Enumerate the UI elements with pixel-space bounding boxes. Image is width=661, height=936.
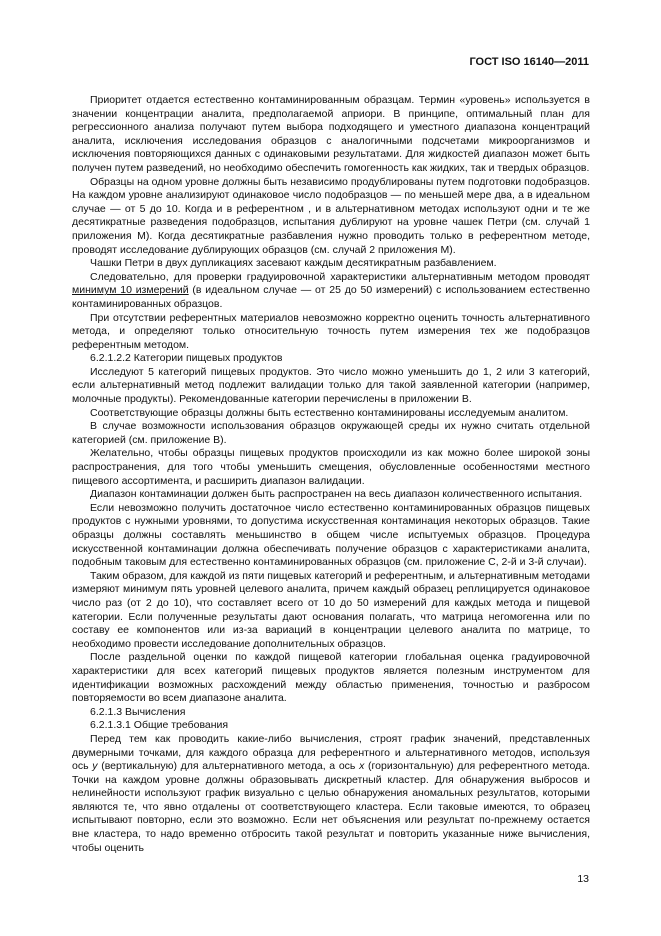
document-body	[72, 94, 590, 855]
plot-text-b: (вертикальную) для альтернативного метода, а ось	[97, 760, 360, 773]
paragraph-subsamples: Образцы на одном уровне должны быть независимо продублированы путем подготовки подобразцов. На каждом уровне анализируют одинаковое число подобразцов — по меньшей мере два, а в идеальном случае — от 5 до 10. Когда и в референтном , и в альтернативном методах используют одни и те же десятикратные разведения подобразцов, испытания дублируют на уровне чашек Петри (см. случай 1 приложения М). Когда десятикратные разбавления нужно проводить только в референтном методе, проводят исследование дублирующих образцов (см. случай 2 приложения М).	[72, 175, 590, 256]
validation-text-after: (в идеальном случае — от 25 до 50 измерений) с использованием естественно контаминированных образцов.	[72, 284, 590, 310]
validation-text-before: Следовательно, для проверки градуировочной характеристики альтернативным методом проводят	[90, 270, 590, 283]
paragraph-five-categories: Исследуют 5 категорий пищевых продуктов. Это число можно уменьшить до 1, 2 или 3 категорий, если альтернативный метод подлежит валидации только для такой заявленной категории (например, молочные продукты). Рекомендованные категории перечислены в приложении В.	[72, 365, 590, 406]
paragraph-reference-materials: При отсутствии референтных материалов невозможно корректно оценить точность альтернативного метода, и определяют только относительную точность путем измерения тех же подобразцов референтным методом.	[72, 311, 590, 351]
paragraph-natural-contamination: Соответствующие образцы должны быть естественно контаминированы исследуемым аналитом.	[90, 406, 569, 419]
plot-text-c: (горизонтальную) для референтного метода. Точки на каждом уровне должны образовывать дискретный кластер. Для обнаружения выбросов и нелинейности используют график визуально с целью обнаружения аномальных результатов, которыми являются те, что явно отдалены от соответствующего кластера. Если таковые имеются, то образец испытывают повторно, если это возможно. Если нет объяснения или результат по-прежнему остается вне кластера, то надо временно отбросить такой результат и повторить указанные ниже вычисления, чтобы оценить	[72, 760, 591, 854]
section-heading-general-requirements: 6.2.1.3.1 Общие требования	[90, 719, 229, 732]
paragraph-artificial-contamination: Если невозможно получить достаточное число естественно контаминированных образцов пищевых продуктов с нужными уровнями, то допустима искусственная контаминация некоторых образцов. Такие образцы должны составлять меньшинство в общем числе испытуемых образцов. Процедура искусственной контаминации должна обеспечивать получение образцов с характеристиками аналита, подобным таковым для естественно контаминированных образцов (см. приложение С, 2-й и 3-й случаи).	[72, 501, 590, 569]
validation-underlined-text: минимум 10 измерений	[72, 284, 189, 297]
document-header: ГОСТ ISO 16140—2011	[469, 56, 589, 68]
paragraph-petri-dishes: Чашки Петри в двух дупликациях засевают каждым десятикратным разбавлением.	[90, 257, 497, 270]
paragraph-five-levels: Таким образом, для каждой из пяти пищевых категорий и референтным, и альтернативным методами измеряют минимум пять уровней целевого аналита, причем каждый образец реплицируется одинаковое число раз (от 2 до 10), что составляет всего от 10 до 50 измерений для каждых метода и пищевой категории. Если полученные результаты дают основания полагать, что матрица негомогенна или по составу ее компонентов или из-за вариаций в концентрации целевого аналита по матрице, то необходимо провести исследование дополнительных образцов.	[72, 569, 590, 650]
paragraph-global-evaluation: После раздельной оценки по каждой пищевой категории глобальная оценка градуировочной характеристики для всех категорий пищевых продуктов является полезным инструментом для идентификации возможных расхождений между областью применения, точностью и разбросом повторяемости во всем диапазоне аналита.	[72, 651, 590, 705]
section-heading-calculations: 6.2.1.3 Вычисления	[90, 705, 186, 718]
plot-text-a: Перед тем как проводить какие-либо вычисления, строят график значений, представленных двумерными точками, для каждого образца для референтного и альтернативного методов, используя ось	[72, 732, 590, 773]
paragraph-validation-measurements	[72, 271, 590, 312]
paragraph-plot-values	[72, 733, 590, 855]
page-number: 13	[577, 873, 589, 885]
paragraph-priority: Приоритет отдается естественно контаминированным образцам. Термин «уровень» используется в значении концентрации аналита, предполагаемой априори. В принципе, оптимальный план для регрессионного анализа получают путем выбора подходящего и уместного диапазона концентраций аналита, исключения исследования образцов с аналогичными подсчетами микроорганизмов и исключения повторяющихся данных с одинаковыми результатами. Для жидкостей диапазон может быть получен путем разведений, но необходимо обеспечить гомогенность как жидких, так и твердых образцов.	[72, 94, 590, 174]
paragraph-environment-samples: В случае возможности использования образцов окружающей среды их нужно считать отдельной категорией (см. приложение В).	[72, 420, 590, 446]
paragraph-contamination-range: Диапазон контаминации должен быть распространен на весь диапазон количественного испытания.	[90, 488, 583, 501]
section-heading-food-categories: 6.2.1.2.2 Категории пищевых продуктов	[90, 352, 283, 365]
y-variable: y	[92, 760, 98, 773]
x-variable: x	[359, 760, 365, 773]
paragraph-distribution-zone: Желательно, чтобы образцы пищевых продуктов происходили из как можно более широкой зоны распространения, для того чтобы уменьшить смещения, обусловленные особенностями местного пищевого ассортимента, и расширить диапазон валидации.	[72, 447, 590, 487]
